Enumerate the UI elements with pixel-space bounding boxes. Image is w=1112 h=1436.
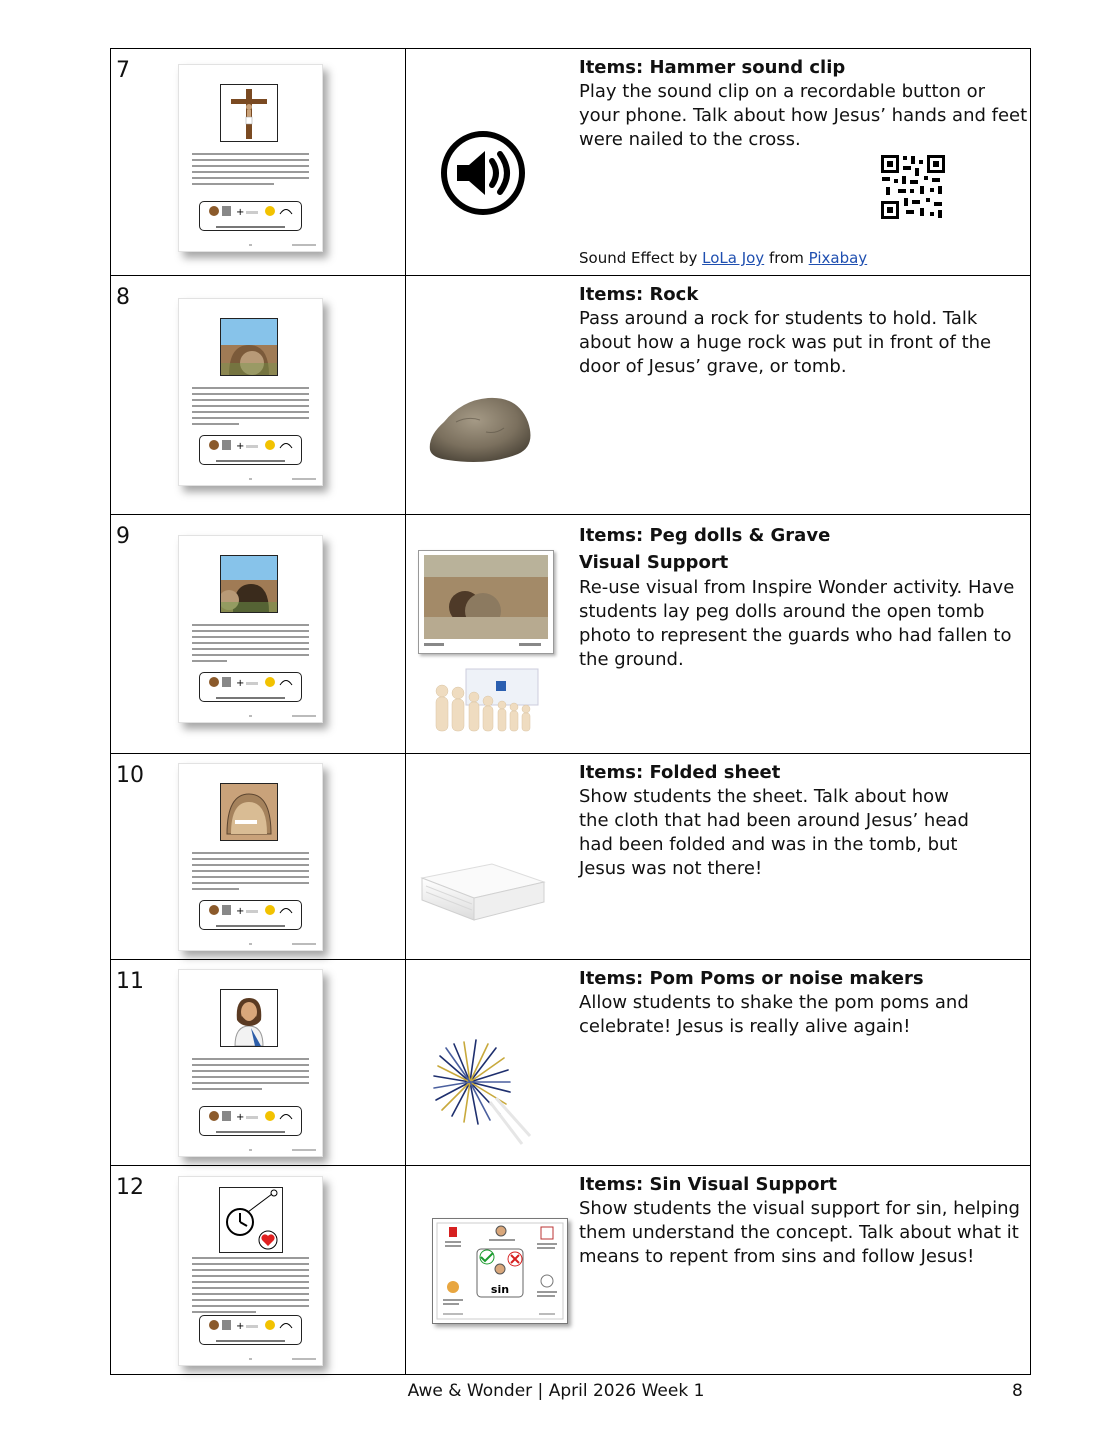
item-title: Items: Folded sheet: [579, 762, 781, 783]
sound-credit: Sound Effect by LoLa Joy from Pixabay: [579, 249, 868, 267]
item-title: Items: Peg dolls & Grave Visual Support: [579, 525, 831, 573]
item-instructions: Show students the visual support for sin, helping them understand the concept. Talk about what it means to repent from sins and follow Jesus!: [579, 1198, 1020, 1267]
sin-visual-card: [432, 1218, 568, 1324]
row-number: 11: [116, 969, 144, 994]
item-title: Items: Rock: [579, 284, 699, 305]
open-tomb-icon: [220, 555, 278, 613]
item-instructions: Play the sound clip on a recordable button or your phone. Talk about how Jesus’ hands and feet were nailed to the cross.: [579, 81, 1028, 150]
item-description: [579, 56, 1029, 152]
author-link[interactable]: LoLa Joy: [702, 249, 765, 267]
empty-tomb-icon: [220, 783, 278, 841]
activity-table: [110, 48, 1031, 1375]
svg-text:+: +: [236, 678, 245, 688]
pom-pom-photo: [430, 1036, 536, 1148]
svg-text:+: +: [236, 1112, 245, 1122]
item-description: [579, 522, 1029, 672]
story-page-thumbnail: [178, 763, 323, 951]
item-title: Items: Pom Poms or noise makers: [579, 968, 924, 989]
item-title: Items: Sin Visual Support: [579, 1174, 837, 1195]
row-number: 9: [116, 524, 130, 549]
row-number: 7: [116, 58, 130, 83]
story-page-thumbnail: [178, 298, 323, 486]
item-description: [579, 1173, 1029, 1269]
clock-heart-icon: [219, 1187, 283, 1253]
story-cell: [111, 515, 406, 754]
story-page-thumbnail: [178, 1176, 323, 1366]
story-page-thumbnail: [178, 969, 323, 1157]
item-instructions: Show students the sheet. Talk about how the cloth that had been around Jesus’ head had been folded and was in the tomb, but Jesus was not there!: [579, 786, 969, 879]
crucifix-icon: [220, 84, 278, 142]
story-page-thumbnail: [178, 535, 323, 723]
item-instructions: Allow students to shake the pom poms and celebrate! Jesus is really alive again!: [579, 992, 969, 1037]
page-number: 8: [1012, 1381, 1023, 1401]
story-cell: [111, 754, 406, 960]
rock-photo: [426, 392, 536, 462]
item-instructions: Re-use visual from Inspire Wonder activity. Have students lay peg dolls around the open tomb photo to represent the guards who had fallen to the ground.: [579, 577, 1015, 670]
svg-text:+: +: [236, 906, 245, 916]
pixabay-link[interactable]: Pixabay: [808, 249, 868, 267]
speaker-icon: [440, 130, 526, 216]
item-cell: [406, 960, 1031, 1166]
story-cell: [111, 49, 406, 276]
item-description: [579, 283, 1029, 379]
svg-text:+: +: [236, 441, 245, 451]
item-cell: [406, 276, 1031, 515]
item-instructions: Pass around a rock for students to hold. Talk about how a huge rock was put in front of the door of Jesus’ grave, or tomb.: [579, 308, 992, 377]
item-cell: [406, 1166, 1031, 1375]
tomb-photo: [418, 550, 554, 654]
item-cell: [406, 515, 1031, 754]
story-cell: [111, 276, 406, 515]
jesus-icon: [220, 989, 278, 1047]
story-page-thumbnail: [178, 64, 323, 252]
item-cell: [406, 49, 1031, 276]
qr-code-icon[interactable]: [880, 154, 946, 220]
story-cell: [111, 1166, 406, 1375]
peg-dolls-photo: [430, 667, 542, 737]
row-number: 10: [116, 763, 144, 788]
item-cell: [406, 754, 1031, 960]
row-number: 8: [116, 285, 130, 310]
story-cell: [111, 960, 406, 1166]
item-description: [579, 761, 1029, 881]
item-description: [579, 967, 1029, 1039]
svg-text:+: +: [236, 1321, 245, 1331]
footer-text: Awe & Wonder | April 2026 Week 1: [407, 1381, 705, 1401]
sin-label: sin: [490, 1283, 510, 1296]
item-title: Items: Hammer sound clip: [579, 57, 846, 78]
folded-sheet-photo: [418, 860, 546, 924]
svg-text:+: +: [236, 207, 245, 217]
tomb-icon: [220, 318, 278, 376]
row-number: 12: [116, 1175, 144, 1200]
